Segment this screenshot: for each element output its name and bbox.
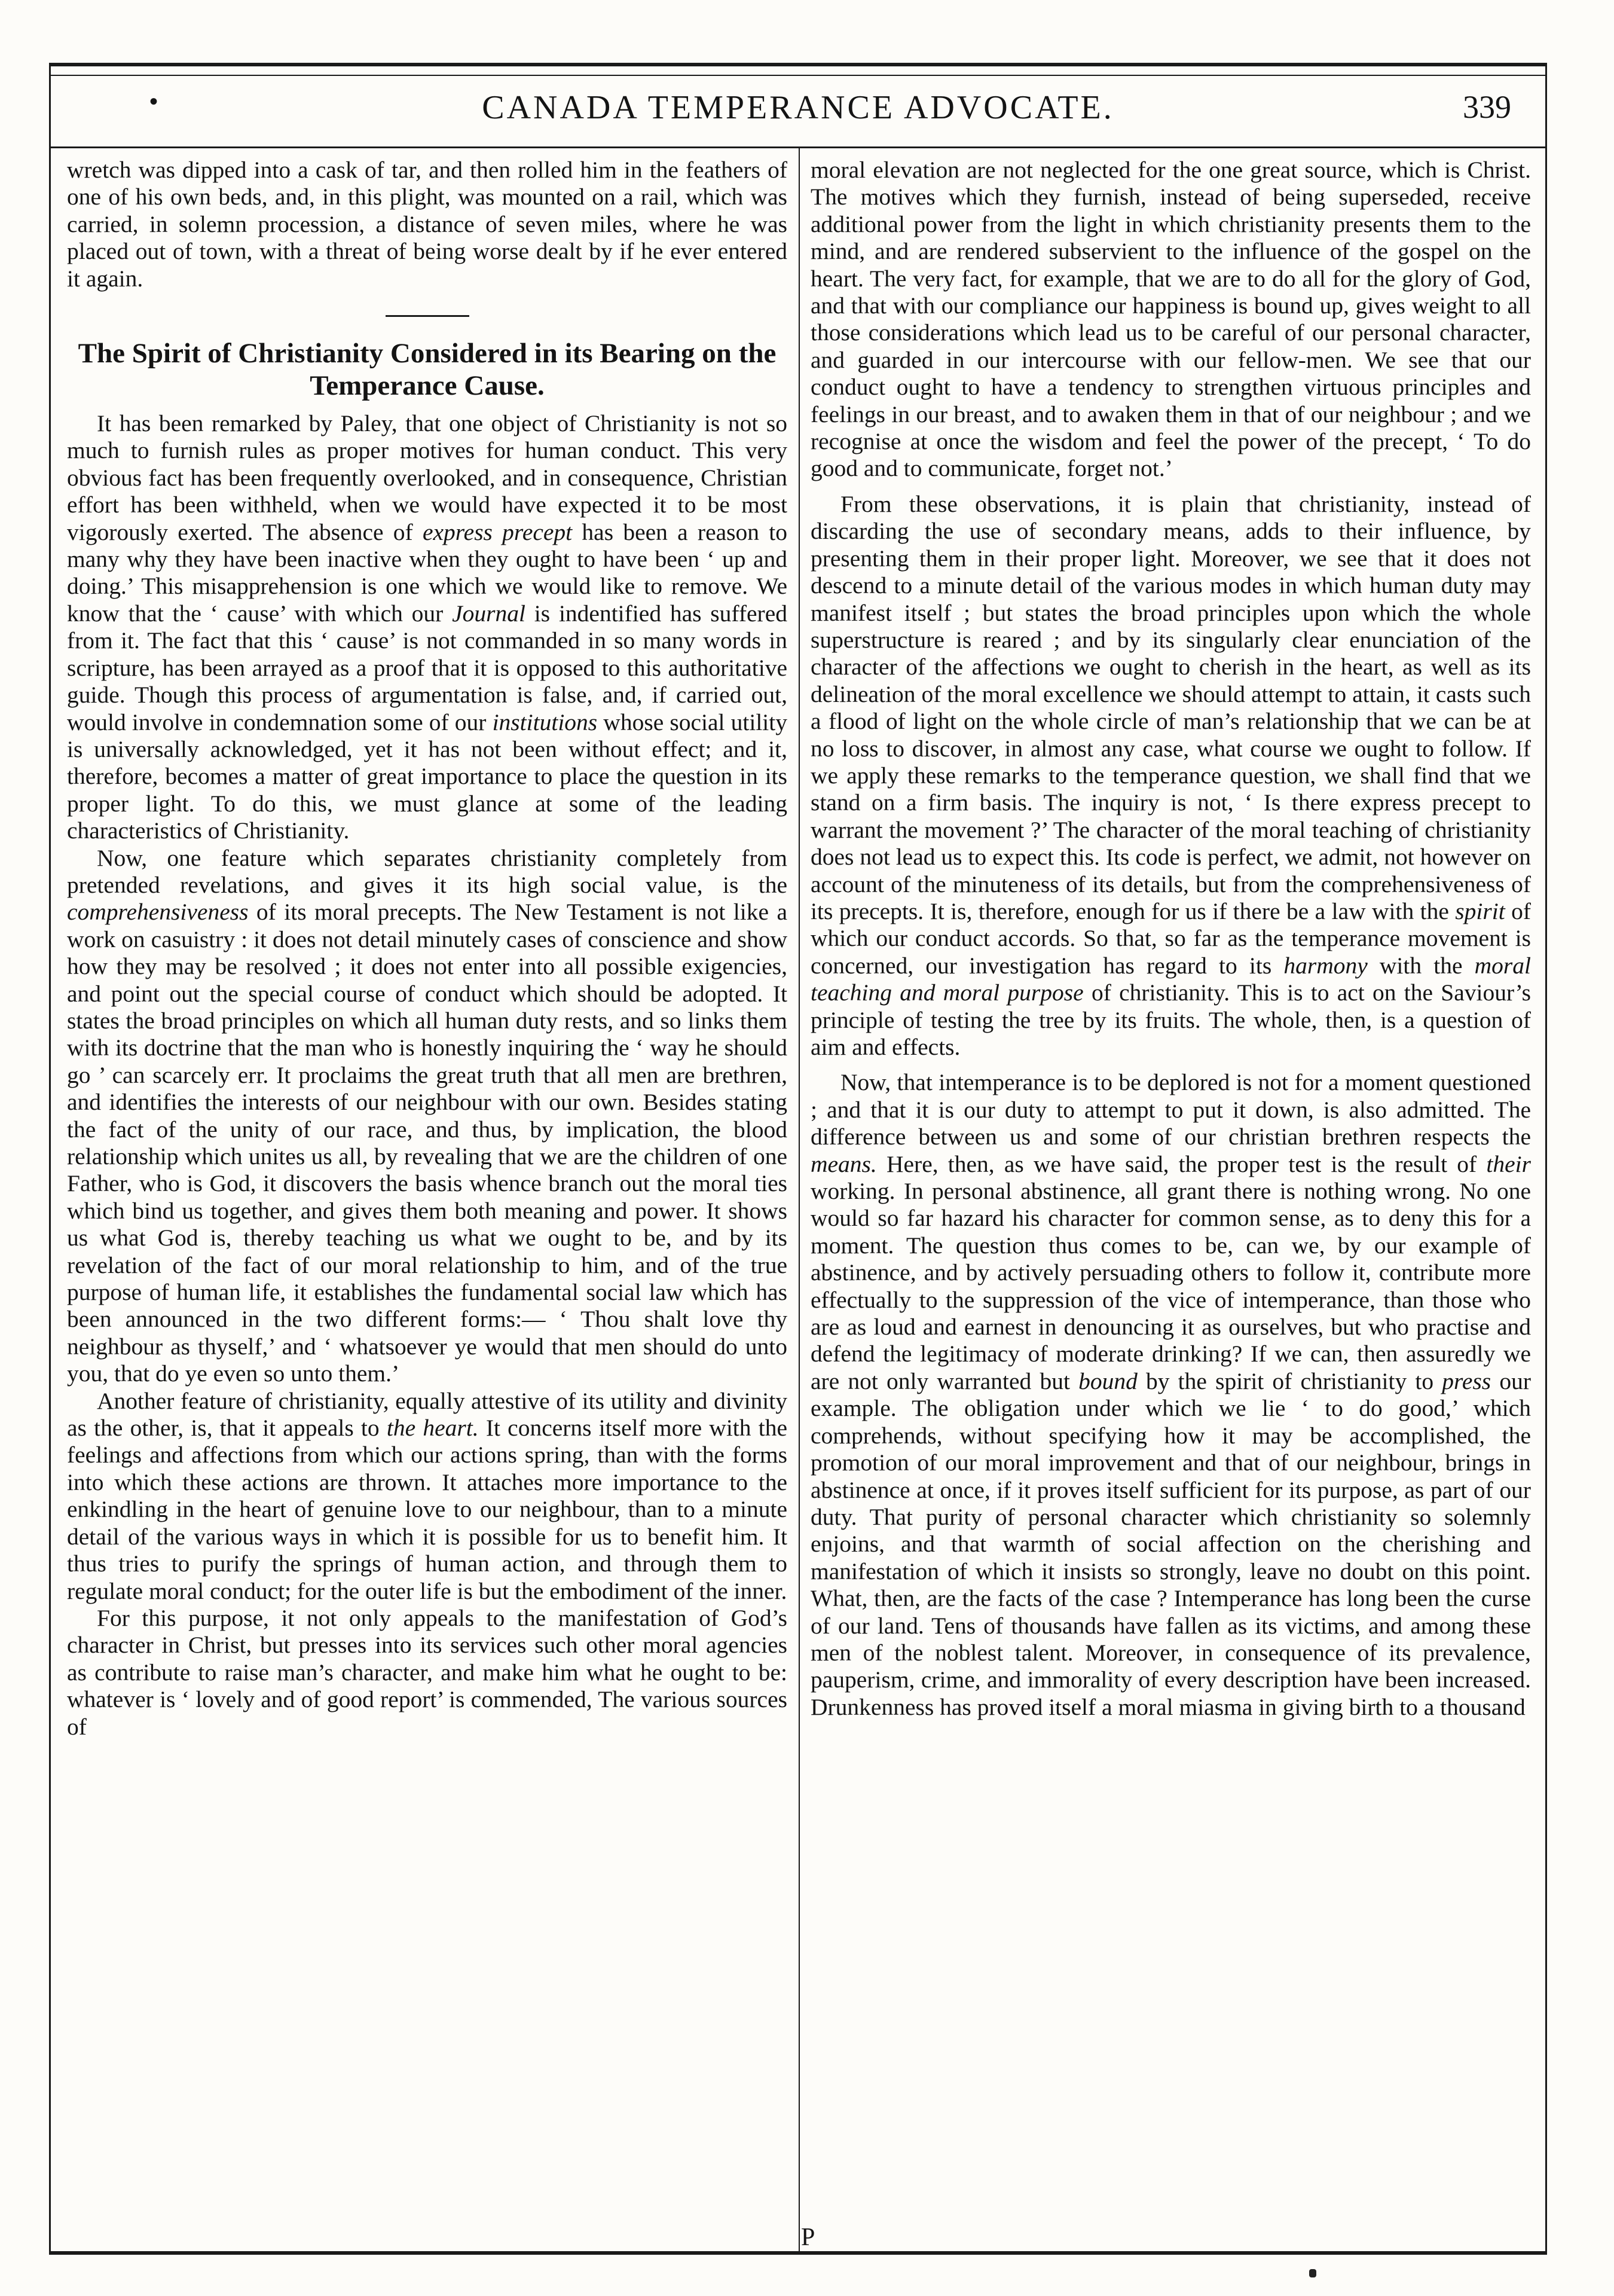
- article-paragraph-1: It has been remarked by Paley, that one object of Christianity is not so much to furnish rules as proper motives for human conduct. This very obvious fact has been frequently overlooked, and in consequence, Christian effort has been withheld, when we would have expected it to be most vigorously exerted. The absence of express precept has been a reason to many why they have been inactive when they ought to have been ‘ up and doing.’ This misapprehension is one which we would like to remove. We know that the ‘ cause’ with which our Journal is indentified has suffered from it. The fact that this ‘ cause’ is not commanded in so many words in scripture, has been arrayed as a proof that it is opposed to this authoritative guide. Though this process of argumentation is false, and, if carried out, would involve in condemnation some of our institutions whose social utility is universally acknowledged, yet it has not been without effect; and it, therefore, becomes a matter of great importance to place the question in its proper light. To do this, we must glance at some of the leading characteristics of Christianity.: [67, 410, 787, 844]
- header-rule: [49, 146, 1547, 148]
- left-border-rule: [49, 63, 51, 2255]
- running-header: [49, 83, 1547, 145]
- bottom-border-rule: [49, 2251, 1547, 2255]
- header-dot: •: [149, 88, 158, 115]
- article-paragraph-4: For this purpose, it not only appeals to the manifestation of God’s character in Christ, but presses into its services such other moral agencies as contribute to raise man’s character, and make him what he ought to be: whatever is ‘ lovely and of good report’ is commended, The various sources of: [67, 1604, 787, 1740]
- continued-paragraph: wretch was dipped into a cask of tar, and then rolled him in the feathers of one of his own beds, and, in this plight, was mounted on a rail, which was carried, in solemn procession, a distance of seven miles, where he was placed out of town, with a threat of being worse dealt by if he ever entered it again.: [67, 157, 787, 292]
- publication-title: CANADA TEMPERANCE ADVOCATE.: [482, 89, 1114, 126]
- column-divider-rule: [799, 148, 800, 2251]
- article-paragraph-6: From these observations, it is plain that christianity, instead of discarding the use of secondary means, adds to their influence, by presenting them in their proper light. Moreover, we see that it does not descend to a minute detail of the various modes in which human duty may manifest itself ; but states the broad principles upon which the whole superstructure is reared ; and by its singularly clear enunciation of the character of the affections we ought to cherish in the heart, as well as its delineation of the moral excellence we should attempt to attain, it casts such a flood of light on the whole circle of man’s relationship that we can be at no loss to discover, in almost any case, what course we ought to follow. If we apply these remarks to the temperance question, we shall find that we stand on a firm basis. The inquiry is not, ‘ Is there express precept to warrant the movement ?’ The character of the moral teaching of christianity does not lead us to expect this. Its code is perfect, we admit, not however on account of the minuteness of its details, but from the comprehensiveness of its precepts. It is, therefore, enough for us if there be a law with the spirit of which our conduct accords. So that, so far as the temperance movement is concerned, our investigation has regard to its harmony with the moral teaching and moral purpose of christianity. This is to act on the Saviour’s principle of testing the tree by its fruits. The whole, then, is a question of aim and effects.: [811, 490, 1531, 1060]
- ink-speck: [1309, 2269, 1316, 2277]
- article-separator: [386, 315, 469, 317]
- left-column: [67, 157, 787, 2243]
- top-border-thin-rule: [49, 75, 1547, 76]
- right-column: [811, 157, 1531, 2243]
- page-number: 339: [1463, 89, 1511, 125]
- top-border-rule: [49, 63, 1547, 66]
- article-paragraph-2: Now, one feature which separates christianity completely from pretended revelations, and gives it its high social value, is the comprehensiveness of its moral precepts. The New Testament is not like a work on casuistry : it does not detail minutely cases of conscience and show how they may be resolved ; it does not enter into all possible exigencies, and point out the special course of conduct which should be adopted. It states the broad principles on which all human duty rests, and so links them with its doctrine that the man who is honestly inquiring the ‘ way he should go ’ can scarcely err. It proclaims the great truth that all men are brethren, and identifies the interests of our neighbour with our own. Besides stating the fact of the unity of our race, and thus, by implication, the blood relationship which unites us all, by revealing that we are the children of one Father, who is God, it discovers the basis whence branch out the moral ties which bind us together, and gives them both meaning and power. It shows us what God is, thereby teaching us what we ought to be, and by its revelation of the fact of our moral relationship to him, and of the true purpose of human life, it establishes the fundamental social law which has been announced in the two different forms:— ‘ Thou shalt love thy neighbour as thyself,’ and ‘ whatsoever ye would that men should do unto you, that do ye even so unto them.’: [67, 844, 787, 1387]
- article-paragraph-5: moral elevation are not neglected for the one great source, which is Christ. The motives which they furnish, instead of being superseded, receive additional power from the light in which christianity presents them to the mind, and are rendered subservient to the influence of the gospel on the heart. The very fact, for example, that we are to do all for the glory of God, and that with our compliance our happiness is bound up, gives weight to all those considerations which lead us to be careful of our personal character, and guarded in our intercourse with our fellow-men. We see that our conduct ought to have a tendency to strengthen virtuous principles and feelings in our breast, and to awaken them in that of our neighbour ; and we recognise at once the wisdom and feel the power of the precept, ‘ To do good and to communicate, forget not.’: [811, 157, 1531, 482]
- right-border-rule: [1545, 63, 1547, 2255]
- article-paragraph-7: Now, that intemperance is to be deplored is not for a moment questioned ; and that it is our duty to attempt to put it down, is also admitted. The difference between us and some of our christian brethren respects the means. Here, then, as we have said, the proper test is the result of their working. In personal abstinence, all grant there is nothing wrong. No one would so far hazard his character for common sense, as to deny this for a moment. The question thus comes to be, can we, by our example of abstinence, and by actively persuading others to follow it, contribute more effectually to the suppression of the vice of intemperance, than those who are as loud and earnest in denouncing it as ourselves, but who practise and defend the legitimacy of moderate drinking? If we can, then assuredly we are not only warranted but bound by the spirit of christianity to press our example. The obligation under which we lie ‘ to do good,’ which comprehends, without specifying how it may be accomplished, the promotion of our moral improvement and that of our neighbour, brings in abstinence at once, if it proves itself sufficient for its purpose, as part of our duty. That purity of personal character which christianity so solemnly enjoins, and that warmth of social affection on the cherishing and manifestation of which it insists so strongly, leave no doubt on this point. What, then, are the facts of the case ? Intemperance has long been the curse of our land. Tens of thousands have fallen as its victims, and among these men of the noblest talent. Moreover, in consequence of its prevalence, pauperism, crime, and immorality of every description have been increased. Drunkenness has proved itself a moral miasma in giving birth to a thousand: [811, 1069, 1531, 1720]
- signature-mark: P: [801, 2224, 815, 2251]
- article-paragraph-3: Another feature of christianity, equally attestive of its utility and divinity as the other, is, that it appeals to the heart. It concerns itself more with the feelings and affections from which our actions spring, than with the forms into which these actions are thrown. It attaches more importance to the enkindling in the heart of genuine love to our neighbour, than to a minute detail of the various ways in which it is possible for us to benefit him. It thus tries to purify the springs of human action, and through them to regulate moral conduct; for the outer life is but the embodiment of the inner.: [67, 1387, 787, 1604]
- article-title: The Spirit of Christianity Considered in its Bearing on the Temperance Cause.: [78, 338, 777, 402]
